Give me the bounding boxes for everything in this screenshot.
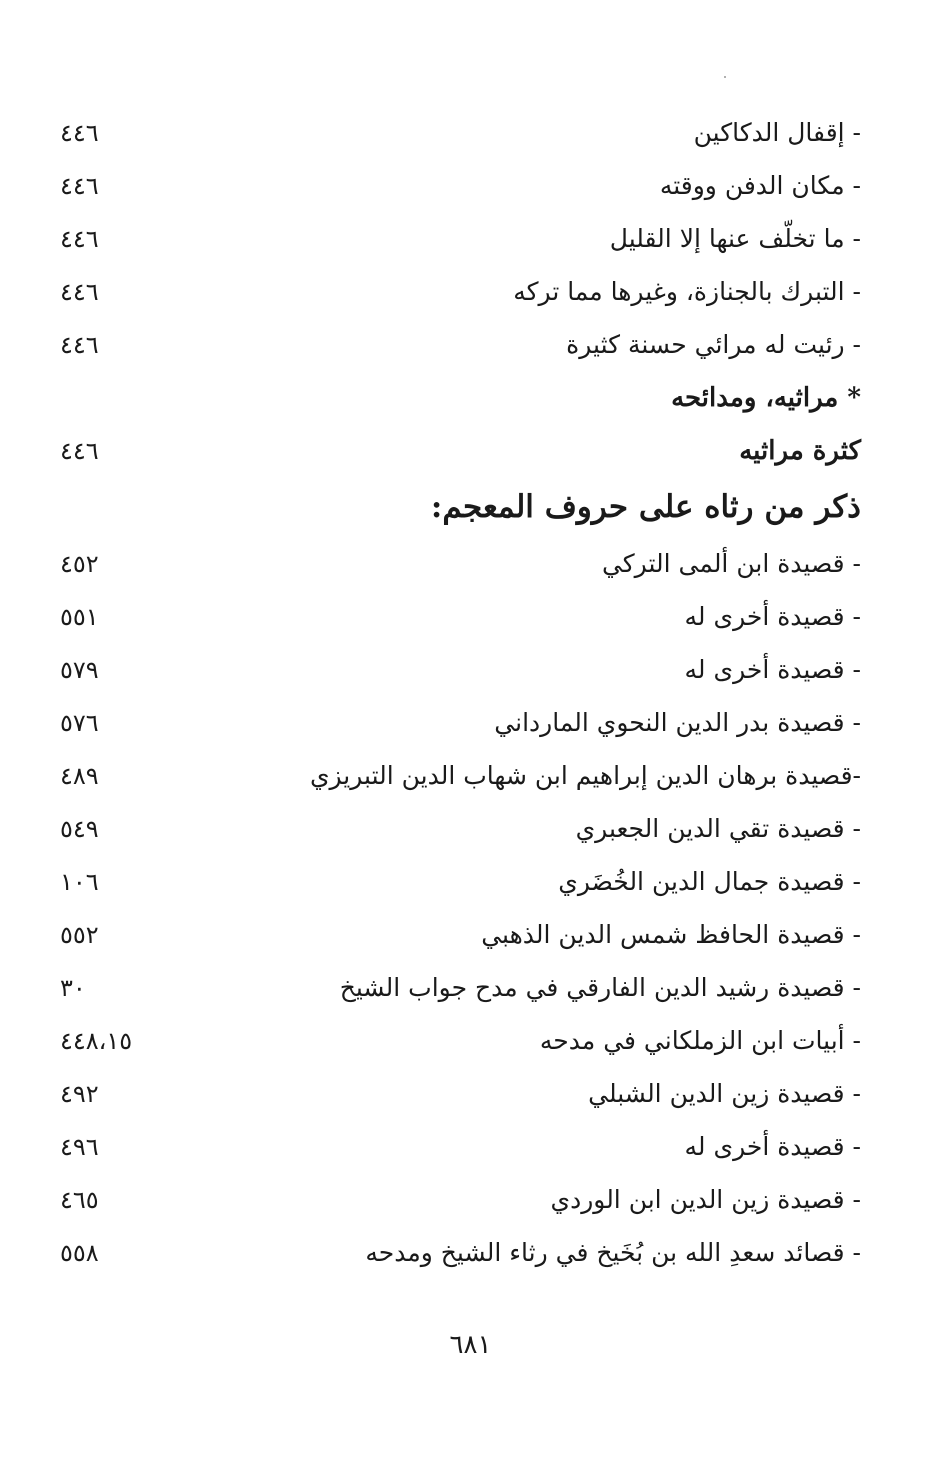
entry-label: - قصيدة أخرى له — [684, 602, 861, 631]
entry-page-number: ٤٩٢ — [60, 1079, 99, 1108]
entry-label: - إقفال الدكاكين — [693, 118, 861, 147]
entry-page-number: ٤٤٦ — [60, 277, 99, 306]
entry-page-number: ٥٥١ — [60, 602, 99, 631]
index-entry — [60, 106, 861, 159]
entry-label: - قصيدة جمال الدين الخُضَري — [558, 867, 861, 896]
index-entry — [60, 749, 861, 802]
index-entry — [60, 1226, 861, 1279]
index-entry — [60, 159, 861, 212]
index-entry — [60, 802, 861, 855]
index-entry — [60, 537, 861, 590]
index-entry — [60, 212, 861, 265]
entry-label: - قصيدة الحافظ شمس الدين الذهبي — [481, 920, 861, 949]
entry-label: - أبيات ابن الزملكاني في مدحه — [539, 1026, 861, 1055]
entry-label: - قصائد سعدِ الله بن بُخَيخ في رثاء الشيخ ومدحه — [365, 1238, 861, 1267]
entry-label: - قصيدة ابن ألمى التركي — [601, 549, 861, 578]
entry-label: - ما تخلّف عنها إلا القليل — [609, 224, 861, 253]
index-entry — [60, 908, 861, 961]
index-entry — [60, 696, 861, 749]
entry-page-number: ٤٨٩ — [60, 761, 99, 790]
entry-label: - قصيدة بدر الدين النحوي المارداني — [494, 708, 861, 737]
index-entry — [60, 265, 861, 318]
entry-page-number: ٥٧٦ — [60, 708, 99, 737]
page-number: ٦٨١ — [449, 1330, 492, 1360]
entry-label: - مكان الدفن ووقته — [659, 171, 861, 200]
index-subheading — [60, 424, 861, 477]
entry-page-number: ٤٥٢ — [60, 549, 99, 578]
index-entry — [60, 1120, 861, 1173]
index-heading-large — [60, 477, 861, 537]
entry-page-number: ٤٤٦ — [60, 171, 99, 200]
entry-page-number: ١٠٦ — [60, 867, 99, 896]
index-entry — [60, 590, 861, 643]
index-section — [60, 371, 861, 424]
entry-page-number: ٤٩٦ — [60, 1132, 99, 1161]
entry-label: -قصيدة برهان الدين إبراهيم ابن شهاب الدين التبريزي — [309, 761, 861, 790]
index-entry — [60, 1173, 861, 1226]
index-entry — [60, 643, 861, 696]
index-entry — [60, 1067, 861, 1120]
entry-page-number: ٤٤٨،١٥ — [60, 1026, 133, 1055]
index-entry — [60, 961, 861, 1014]
index-entry — [60, 318, 861, 371]
entry-page-number: ٣٠ — [60, 973, 86, 1002]
index-entry — [60, 1014, 861, 1067]
entry-page-number: ٥٥٨ — [60, 1238, 99, 1267]
entry-page-number: ٤٦٥ — [60, 1185, 99, 1214]
entry-label: - قصيدة أخرى له — [684, 655, 861, 684]
index-list — [60, 106, 861, 1279]
entry-page-number: ٤٤٦ — [60, 224, 99, 253]
entry-label: - قصيدة زين الدين ابن الوردي — [550, 1185, 861, 1214]
entry-label: - قصيدة تقي الدين الجعبري — [575, 814, 861, 843]
entry-page-number: ٥٥٢ — [60, 920, 99, 949]
entry-label: - قصيدة أخرى له — [684, 1132, 861, 1161]
entry-label: - قصيدة زين الدين الشبلي — [588, 1079, 861, 1108]
entry-label: - قصيدة رشيد الدين الفارقي في مدح جواب الشيخ — [339, 973, 861, 1002]
entry-page-number: ٥٤٩ — [60, 814, 99, 843]
entry-page-number: ٤٤٦ — [60, 118, 99, 147]
entry-page-number: ٤٤٦ — [60, 436, 99, 465]
entry-label: * مراثيه، ومدائحه — [671, 382, 861, 413]
index-entry — [60, 855, 861, 908]
entry-page-number: ٥٧٩ — [60, 655, 99, 684]
entry-page-number: ٤٤٦ — [60, 330, 99, 359]
entry-label: كثرة مراثيه — [739, 435, 861, 466]
print-speck — [724, 76, 726, 78]
entry-label: - التبرك بالجنازة، وغيرها مما تركه — [513, 277, 861, 306]
entry-label: - رئيت له مرائي حسنة كثيرة — [566, 330, 861, 359]
entry-label: ذكر من رثاه على حروف المعجم: — [430, 489, 861, 525]
